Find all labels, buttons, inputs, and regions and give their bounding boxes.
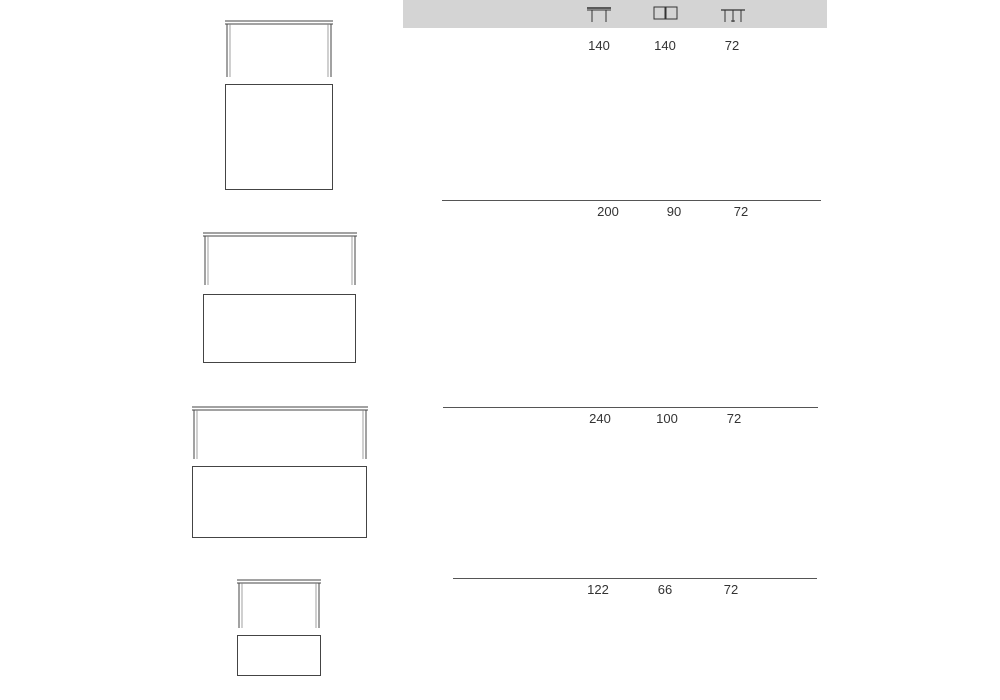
row-1-depth: 140 bbox=[654, 38, 676, 53]
row-3-length: 240 bbox=[589, 411, 611, 426]
dimensions-header bbox=[403, 0, 827, 28]
row-2-height: 72 bbox=[733, 204, 749, 219]
row-divider bbox=[443, 407, 818, 408]
row-1-height: 72 bbox=[724, 38, 740, 53]
table-4-elevation-drawing bbox=[236, 578, 322, 630]
row-3-depth: 100 bbox=[656, 411, 678, 426]
row-divider bbox=[453, 578, 817, 579]
row-divider bbox=[442, 200, 821, 201]
table-length-icon bbox=[586, 5, 612, 23]
table-3-elevation-drawing bbox=[191, 405, 369, 461]
row-4-length: 122 bbox=[587, 582, 609, 597]
row-1-length: 140 bbox=[588, 38, 610, 53]
table-2-elevation-drawing bbox=[202, 231, 358, 287]
table-1-plan-drawing bbox=[225, 84, 333, 191]
row-4-height: 72 bbox=[723, 582, 739, 597]
table-2-plan-drawing bbox=[203, 294, 356, 364]
table-1-elevation-drawing bbox=[224, 19, 334, 79]
table-depth-icon bbox=[653, 5, 679, 23]
row-4-depth: 66 bbox=[657, 582, 673, 597]
table-height-icon bbox=[720, 5, 746, 23]
row-2-depth: 90 bbox=[666, 204, 682, 219]
table-3-plan-drawing bbox=[192, 466, 367, 539]
row-3-height: 72 bbox=[726, 411, 742, 426]
table-4-plan-drawing bbox=[237, 635, 321, 677]
row-2-length: 200 bbox=[597, 204, 619, 219]
